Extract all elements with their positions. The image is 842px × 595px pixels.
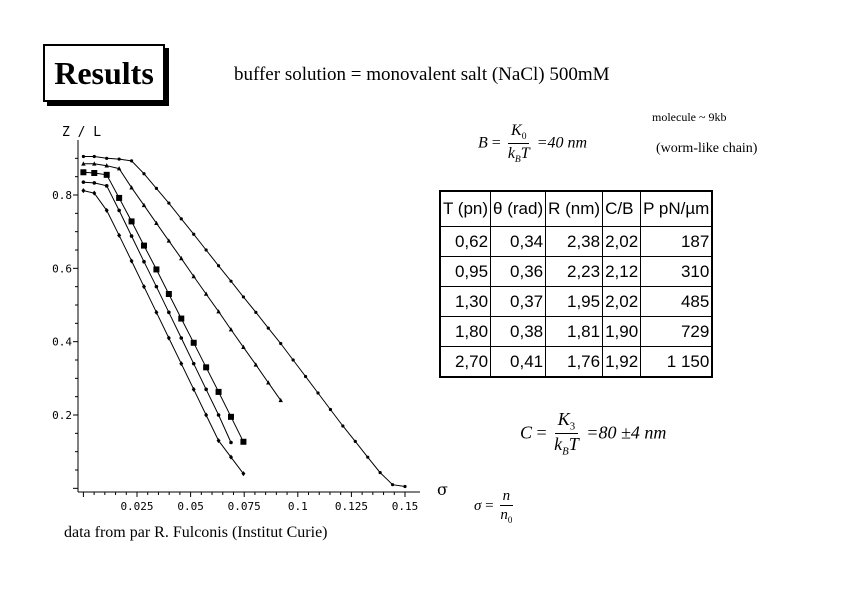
data-point [105,184,109,188]
table-row [440,347,712,378]
y-tick-label: 0.6 [52,262,72,276]
data-point [254,311,257,314]
equation-sigma-fraction [497,488,515,525]
data-point [104,172,110,178]
subtitle: buffer solution = monovalent salt (NaCl) 500mM [234,64,610,85]
data-point [204,388,208,392]
table-header: θ (rad) [491,191,546,227]
data-point [192,233,195,236]
data-point [316,391,319,394]
data-point [354,440,357,443]
data-point [105,157,108,160]
equation-sigma-num: n [500,488,514,506]
data-point [93,155,96,158]
equation-c-lhs: C [520,422,533,443]
equation-c-num: K [557,409,570,429]
equation-b-num-sub: 0 [521,131,527,143]
equation-c-num-sub: 3 [569,420,576,433]
table-row [440,317,712,347]
data-point [130,159,133,162]
x-tick-label: 0.125 [334,500,368,510]
table-header: R (nm) [546,191,603,227]
data-point [117,209,121,213]
equation-sigma-den: n [500,506,508,523]
data-point [166,291,172,297]
table-cell: 0,41 [491,347,546,378]
table-header: P pN/µm [641,191,713,227]
equation-c-rhs: =80 ±4 nm [586,422,667,443]
equation-b-rhs: =40 nm [536,134,588,152]
table-cell: 0,37 [491,287,546,317]
table-cell: 1,30 [440,287,491,317]
data-point [118,157,121,160]
equation-c-den-tail: T [568,434,579,455]
series-line [83,157,405,487]
equation-b-den-tail: T [520,144,530,162]
y-tick-label: 0.8 [52,189,72,202]
data-point [153,266,159,272]
table-cell: 2,02 [603,227,641,257]
data-point [142,172,145,175]
results-table [439,190,713,378]
data-point [191,340,197,346]
data-point [329,408,332,411]
molecule-note: (worm-like chain) [656,141,758,156]
y-tick-label: 0.2 [52,409,72,422]
table-header-row [440,191,712,227]
y-tick-label: 0.4 [52,335,72,349]
data-point [240,439,246,445]
data-point [217,413,221,417]
equation-c-den: k [554,434,563,455]
data-point [216,389,222,395]
table-cell: 2,02 [603,287,641,317]
data-point [167,201,170,204]
data-point [180,217,183,220]
table-cell: 0,95 [440,257,491,287]
data-point [205,248,208,251]
x-axis-title: σ [437,480,448,499]
equation-b-fraction [505,122,533,165]
data-point [80,169,86,175]
extension-chart [40,120,460,510]
x-tick-label: 0.075 [227,500,261,510]
data-point [178,316,184,322]
data-source-note: data from par R. Fulconis (Institut Curie) [64,524,328,541]
equation-b: B = $\frac{K_0}{k_BT}$ =40 nm [478,122,588,165]
equation-b-lhs: B [478,134,488,152]
table-cell: 1,76 [546,347,603,378]
data-point [141,243,147,249]
table-cell: 2,23 [546,257,603,287]
data-point [242,295,245,298]
table-header: T (pn) [440,191,491,227]
table-cell: 1,95 [546,287,603,317]
equation-sigma-lhs: σ [474,498,482,515]
table-row [440,287,712,317]
table-cell: 0,38 [491,317,546,347]
table-cell: 0,34 [491,227,546,257]
data-point [92,181,96,185]
equation-sigma-den-sub: 0 [507,514,513,525]
equation-c-den-sub: B [562,446,569,459]
data-point [403,485,406,488]
data-point [91,170,97,176]
data-point [82,180,86,184]
data-point [81,188,85,193]
table-cell: 0,36 [491,257,546,287]
molecule-size: molecule ~ 9kb [652,110,727,124]
data-point [203,364,209,370]
table-cell: 485 [641,287,713,317]
table-cell: 2,12 [603,257,641,287]
data-point [341,424,344,427]
data-point [82,155,85,158]
table-row [440,257,712,287]
equation-b-num: K [511,122,522,139]
data-point [142,260,146,264]
data-point [292,358,295,361]
table-row [440,227,712,257]
data-point [155,285,159,289]
table-cell: 187 [641,227,713,257]
x-tick-label: 0.05 [177,500,204,510]
table-cell: 0,62 [440,227,491,257]
data-point [267,327,270,330]
x-tick-label: 0.025 [120,500,154,510]
data-point [279,342,282,345]
data-point [167,311,171,315]
data-point [229,280,232,283]
table-cell: 2,70 [440,347,491,378]
table-cell: 1,81 [546,317,603,347]
table-cell: 1 150 [641,347,713,378]
equation-b-den-sub: B [514,153,521,165]
data-point [391,483,394,486]
table-cell: 1,90 [603,317,641,347]
data-point [129,218,135,224]
y-axis-title: Z / L [62,125,102,140]
data-point [155,187,158,190]
table-cell: 1,92 [603,347,641,378]
table-cell: 1,80 [440,317,491,347]
x-tick-label: 0.1 [287,500,308,510]
equation-c: C = $\frac{K_3}{k_BT}$ =80 ±4 nm [520,409,667,459]
equation-b-den: k [507,144,515,162]
data-point [228,414,234,420]
table-cell: 729 [641,317,713,347]
data-point [229,441,233,445]
data-point [217,264,220,267]
data-point [366,456,369,459]
page-title: Results [54,54,154,91]
data-point [179,336,183,340]
equation-c-fraction [551,410,582,459]
table-cell: 310 [641,257,713,287]
data-point [379,471,382,474]
data-point [116,195,122,201]
data-point [130,234,134,238]
x-tick-label: 0.15 [391,500,419,510]
table-header: C/B [603,191,641,227]
data-point [304,375,307,378]
table-cell: 2,38 [546,227,603,257]
equation-sigma: σ = $\frac{n}{n_0}$ [474,488,515,525]
title-box [43,44,165,102]
data-point [192,362,196,366]
